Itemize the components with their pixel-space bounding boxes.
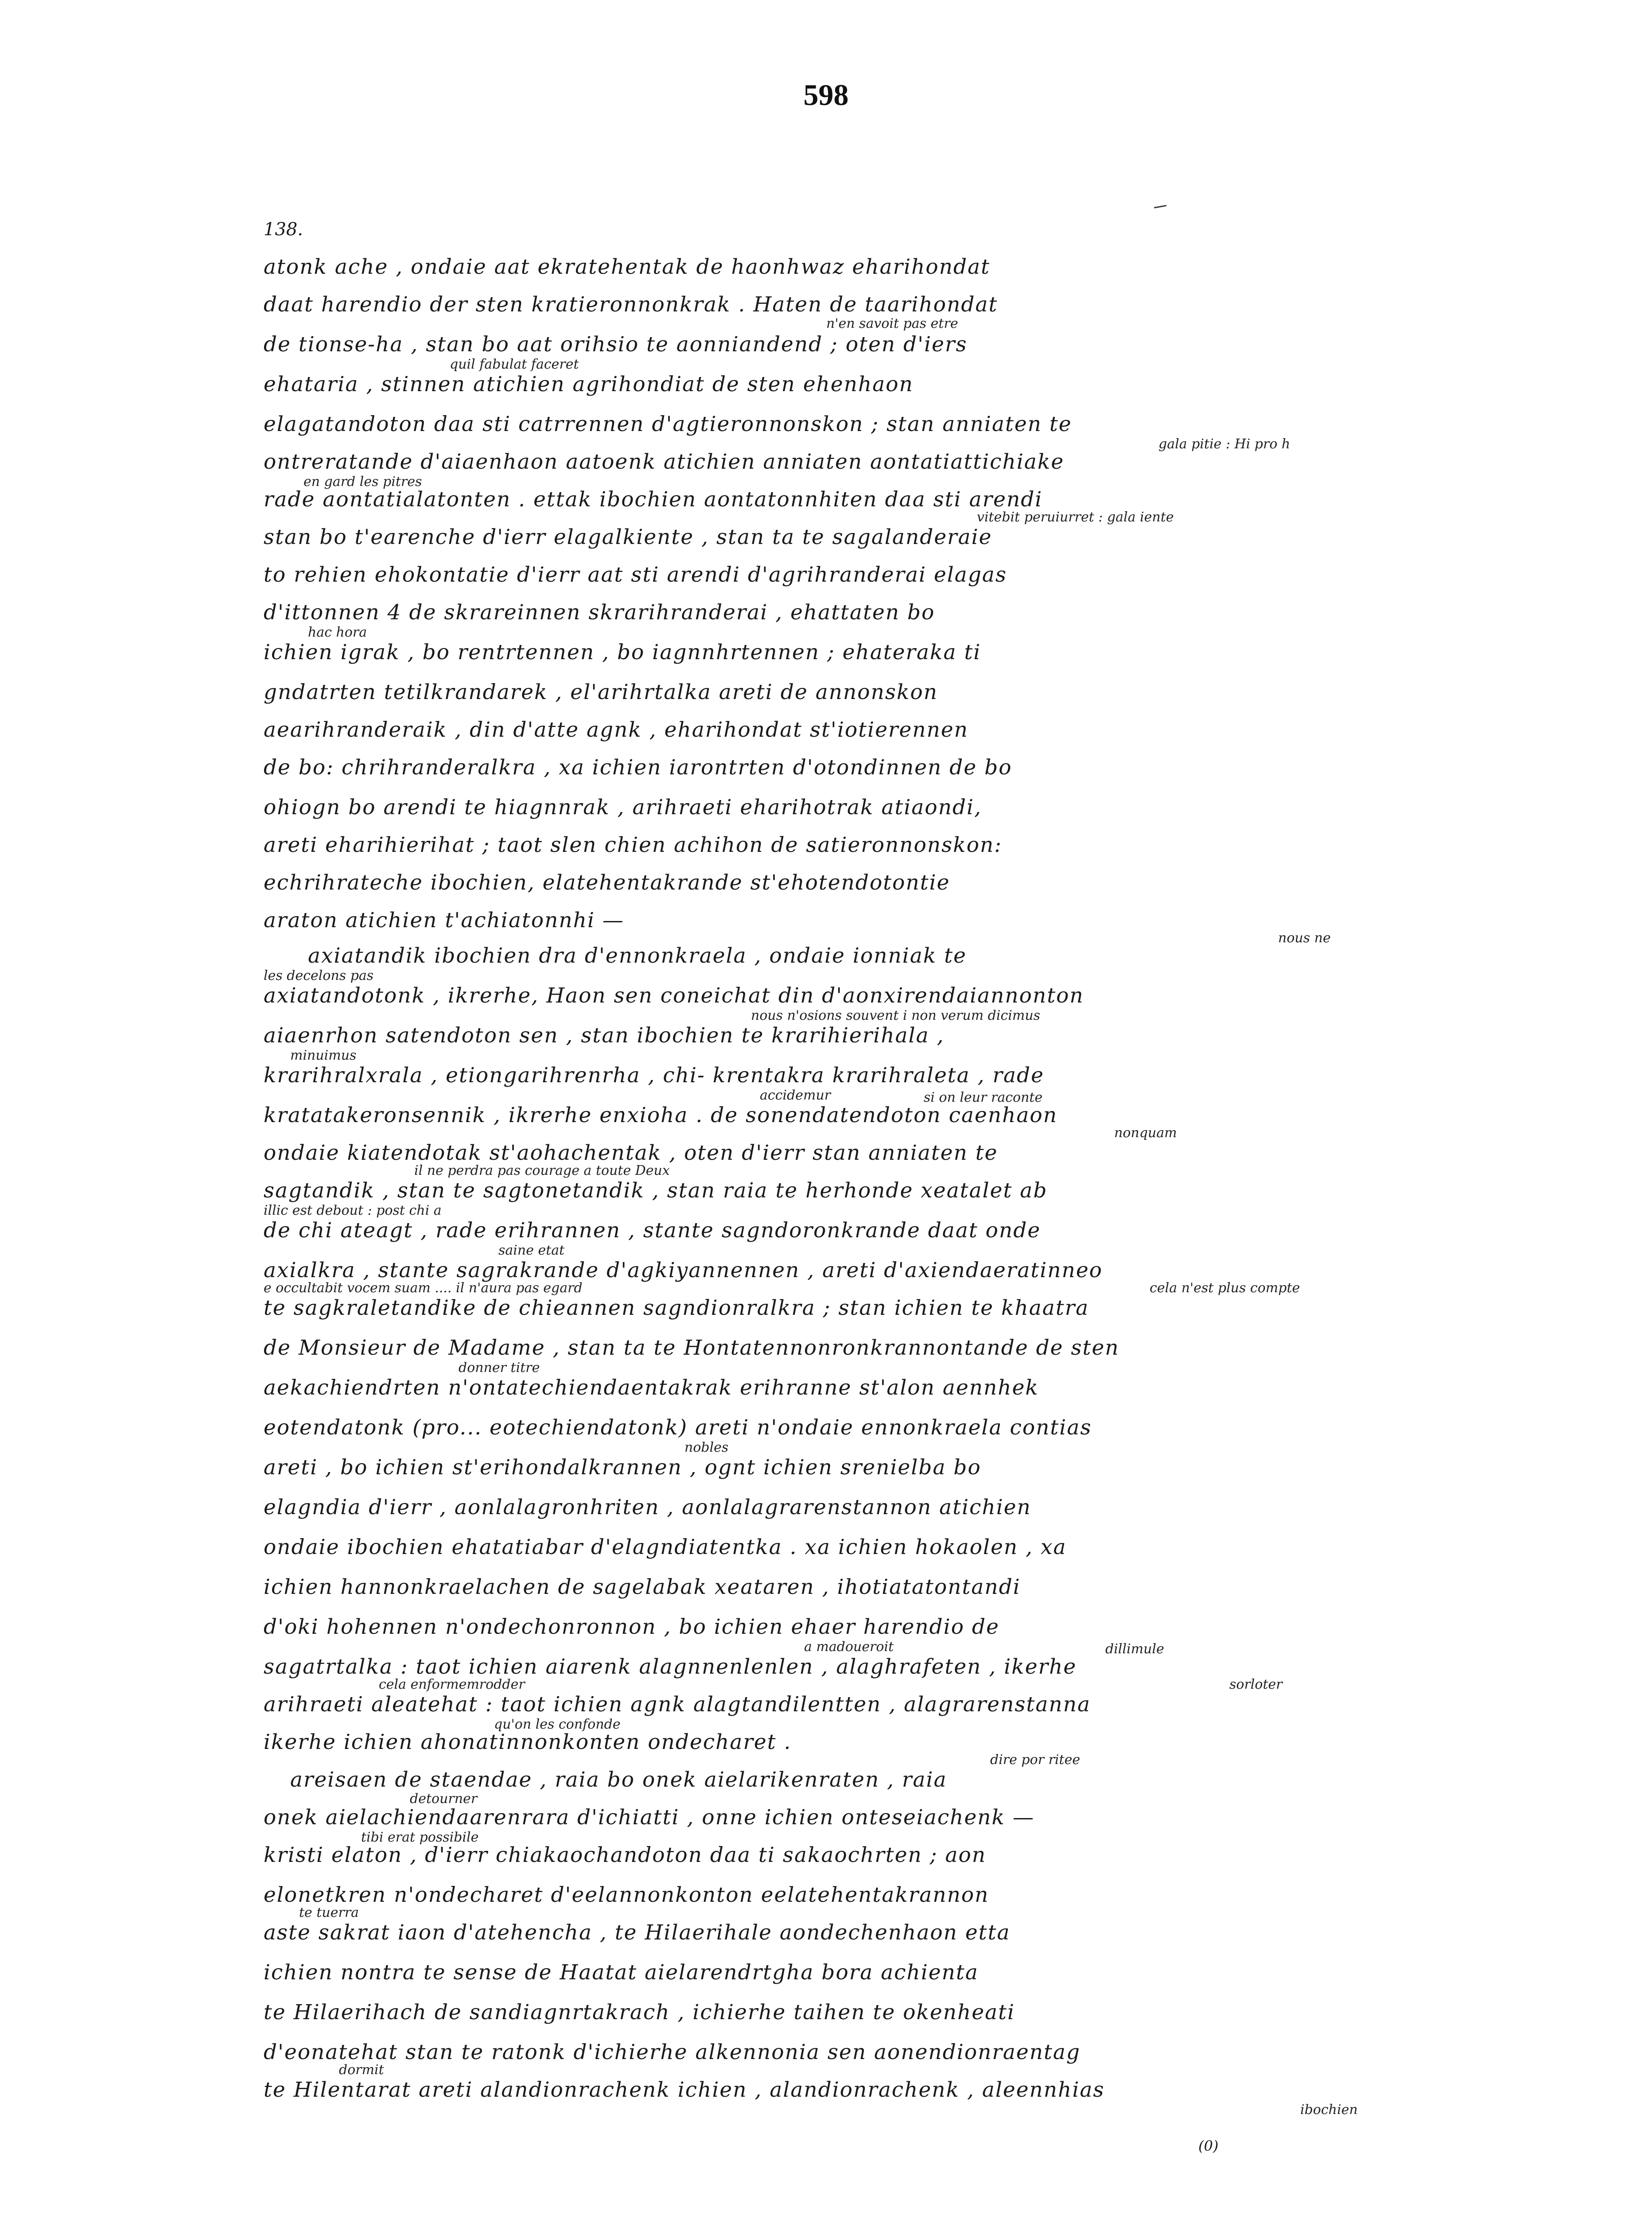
manuscript-line: axiatandik ibochien dra d'ennonkraela , ondaie ionniak te <box>308 944 967 968</box>
interlinear-gloss: a madoueroit <box>804 1639 894 1655</box>
manuscript-line: te Hilentarat areti alandionrachenk ichien , alandionrachenk , aleennhias <box>264 2078 1105 2102</box>
manuscript-line: areisaen de staendae , raia bo onek aielarikenraten , raia <box>290 1768 947 1792</box>
manuscript-line: to rehien ehokontatie d'ierr aat sti arendi d'agrihranderai elagas <box>264 563 1007 587</box>
dash-mark <box>1154 205 1166 209</box>
manuscript-line: kratatakeronsennik , ikrerhe enxioha . de sonendatendoton caenhaon <box>264 1103 1057 1127</box>
interlinear-gloss: saine etat <box>498 1243 565 1258</box>
manuscript-line: de chi ateagt , rade erihrannen , stante sagndoronkrande daat onde <box>264 1218 1041 1243</box>
interlinear-gloss: illic est debout : post chi a <box>264 1203 442 1218</box>
interlinear-gloss: les decelons pas <box>264 968 374 983</box>
interlinear-gloss: nobles <box>684 1440 729 1455</box>
interlinear-gloss: quil fabulat faceret <box>450 357 579 372</box>
manuscript-body <box>264 219 1407 2155</box>
manuscript-line: ohiogn bo arendi te hiagnnrak , arihraeti eharihotrak atiaondi, <box>264 795 982 820</box>
interlinear-gloss: tibi erat possibile <box>361 1830 479 1845</box>
manuscript-line: rade aontatialatonten . ettak ibochien aontatonnhiten daa sti arendi <box>264 487 1043 512</box>
manuscript-line: echrihrateche ibochien, elatehentakrande st'ehotendotontie <box>264 870 950 895</box>
interlinear-gloss: sorloter <box>1229 1677 1283 1692</box>
manuscript-line: ontreratande d'aiaenhaon aatoenk atichien anniaten aontatiattichiake <box>264 450 1065 474</box>
manuscript-line: ichien igrak , bo rentrtennen , bo iagnnhrtennen ; ehateraka ti <box>264 640 981 664</box>
interlinear-gloss: dormit <box>339 2062 384 2078</box>
corner-mark: (0) <box>1198 2137 1219 2154</box>
manuscript-line: stan bo t'earenche d'ierr elagalkiente , stan ta te sagalanderaie <box>264 525 992 549</box>
manuscript-line: aiaenrhon satendoton sen , stan ibochien te krarihierihala , <box>264 1023 945 1048</box>
manuscript-line: d'ittonnen 4 de skrareinnen skrarihranderai , ehattaten bo <box>264 600 935 625</box>
interlinear-gloss: hac hora <box>308 625 367 640</box>
interlinear-gloss: ibochien <box>1300 2102 1358 2118</box>
manuscript-line: ichien hannonkraelachen de sagelabak xeataren , ihotiatatontandi <box>264 1575 1021 1599</box>
interlinear-gloss: e occultabit vocem suam .... il n'aura pas egard <box>264 1280 583 1296</box>
manuscript-line: atonk ache , ondaie aat ekratehentak de haonhwaz eharihondat <box>264 255 990 279</box>
manuscript-line: sagtandik , stan te sagtonetandik , stan raia te herhonde xeatalet ab <box>264 1178 1048 1203</box>
manuscript-line: onek aielachiendaarenrara d'ichiatti , onne ichien onteseiachenk — <box>264 1805 1034 1830</box>
page-number: 598 <box>803 78 849 112</box>
manuscript-line: d'oki hohennen n'ondechonronnon , bo ichien ehaer harendio de <box>264 1615 999 1639</box>
manuscript-line: te sagkraletandike de chieannen sagndionralkra ; stan ichien te khaatra <box>264 1296 1089 1320</box>
manuscript-line: elagndia d'ierr , aonlalagronhriten , aonlalagrarenstannon atichien <box>264 1495 1031 1519</box>
manuscript-line: axialkra , stante sagrakrande d'agkiyannennen , areti d'axiendaeratinneo <box>264 1258 1103 1282</box>
interlinear-gloss: il ne perdra pas courage a toute Deux <box>414 1163 670 1178</box>
manuscript-line: de Monsieur de Madame , stan ta te Hontatennonronkrannontande de sten <box>264 1336 1119 1360</box>
interlinear-gloss: cela enformemrodder <box>379 1677 525 1692</box>
interlinear-gloss: donner titre <box>459 1360 540 1376</box>
manuscript-line: de bo: chrihranderalkra , xa ichien iarontrten d'otondinnen de bo <box>264 755 1012 780</box>
interlinear-gloss: accidemur <box>760 1088 831 1103</box>
interlinear-gloss: vitebit peruiurret : gala iente <box>977 509 1174 525</box>
manuscript-line: arihraeti aleatehat : taot ichien agnk alagtandilentten , alagrarenstanna <box>264 1692 1091 1717</box>
manuscript-line: kristi elaton , d'ierr chiakaochandoton daa ti sakaochrten ; aon <box>264 1843 987 1867</box>
manuscript-line: eotendatonk (pro... eotechiendatonk) areti n'ondaie ennonkraela contias <box>264 1415 1092 1440</box>
manuscript-line: aste sakrat iaon d'atehencha , te Hilaerihale aondechenhaon etta <box>264 1920 1011 1945</box>
manuscript-line: elonetkren n'ondecharet d'eelannonkonton eelatehentakrannon <box>264 1883 989 1907</box>
interlinear-gloss: si on leur raconte <box>924 1090 1043 1105</box>
interlinear-gloss: nous n'osions souvent i non verum dicimus <box>751 1008 1041 1023</box>
manuscript-line: ondaie ibochien ehatatiabar d'elagndiatentka . xa ichien hokaolen , xa <box>264 1535 1067 1559</box>
interlinear-gloss: minuimus <box>290 1048 357 1063</box>
manuscript-line: elagatandoton daa sti catrrennen d'agtieronnonskon ; stan anniaten te <box>264 412 1072 436</box>
interlinear-gloss: en gard les pitres <box>303 474 422 490</box>
interlinear-gloss: dillimule <box>1105 1641 1164 1657</box>
manuscript-line: daat harendio der sten kratieronnonkrak . Haten de taarihondat <box>264 292 998 317</box>
manuscript-line: areti eharihierihat ; taot slen chien achihon de satieronnonskon: <box>264 833 1003 857</box>
interlinear-gloss: cela n'est plus compte <box>1150 1280 1300 1296</box>
manuscript-line: araton atichien t'achiatonnhi — <box>264 908 624 933</box>
interlinear-gloss: gala pitie : Hi pro h <box>1158 436 1291 452</box>
manuscript-line: ichien nontra te sense de Haatat aielarendrtgha bora achienta <box>264 1960 979 1985</box>
manuscript-line: aearihranderaik , din d'atte agnk , eharihondat st'iotierennen <box>264 718 968 742</box>
manuscript-line: gndatrten tetilkrandarek , el'arihrtalka areti de annonskon <box>264 680 938 704</box>
manuscript-line: ikerhe ichien ahonatinnonkonten ondecharet . <box>264 1730 792 1754</box>
manuscript-line: sagatrtalka : taot ichien aiarenk alagnnenlenlen , alaghrafeten , ikerhe <box>264 1655 1077 1679</box>
manuscript-line: ondaie kiatendotak st'aohachentak , oten d'ierr stan anniaten te <box>264 1141 998 1165</box>
manuscript-line: ehataria , stinnen atichien agrihondiat de sten ehenhaon <box>264 372 913 396</box>
interlinear-gloss: nonquam <box>1114 1125 1177 1141</box>
manuscript-line: d'eonatehat stan te ratonk d'ichierhe alkennonia sen aonendionraentag <box>264 2040 1081 2064</box>
interlinear-gloss: nous ne <box>1278 930 1331 946</box>
interlinear-gloss: te tuerra <box>299 1905 359 1920</box>
folio-number: 138. <box>264 219 303 240</box>
manuscript-line: de tionse-ha , stan bo aat orihsio te aonniandend ; oten d'iers <box>264 332 968 357</box>
interlinear-gloss: dire por ritee <box>990 1752 1081 1768</box>
interlinear-gloss: detourner <box>410 1791 478 1807</box>
manuscript-line: te Hilaerihach de sandiagnrtakrach , ichierhe taihen te okenheati <box>264 2000 1015 2025</box>
manuscript-line: axiatandotonk , ikrerhe, Haon sen coneichat din d'aonxirendaiannonton <box>264 983 1084 1008</box>
interlinear-gloss: qu'on les confonde <box>494 1717 621 1732</box>
manuscript-line: areti , bo ichien st'erihondalkrannen , ognt ichien srenielba bo <box>264 1455 981 1480</box>
manuscript-line: aekachiendrten n'ontatechiendaentakrak erihranne st'alon aennhek <box>264 1376 1039 1400</box>
interlinear-gloss: n'en savoit pas etre <box>826 316 958 331</box>
manuscript-line: krarihralxrala , etiongarihrenrha , chi- krentakra krarihraleta , rade <box>264 1063 1044 1088</box>
